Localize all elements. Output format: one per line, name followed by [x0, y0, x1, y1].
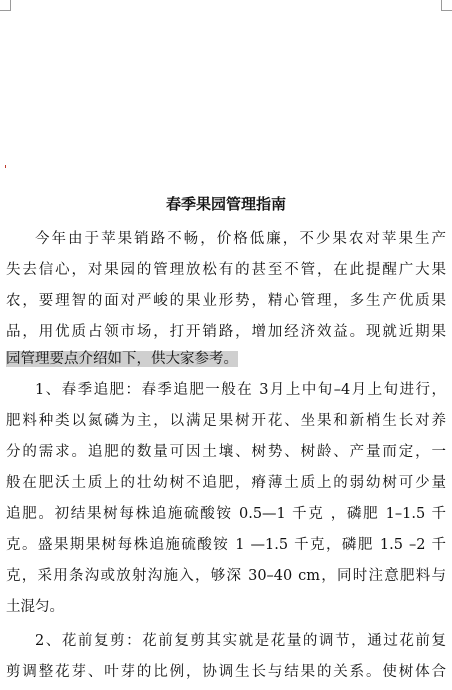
paragraph-line: 般在肥沃土质上的壮幼树不追肥，瘠薄土质上的弱幼树可少量: [6, 475, 446, 491]
paragraph-line: 1、春季追肥：春季追肥一般在 3月上中旬–4月上旬进行，: [35, 382, 446, 398]
paragraph-line: 克。盛果期果树每株追施硫酸铵 1 —1.5 千克，磷肥 1.5 –2 千: [6, 537, 446, 553]
highlighted-text: 园管理要点介绍如下，供大家参考。: [6, 351, 238, 367]
paragraph-line: 克，采用条沟或放射沟施入，够深 30–40 cm，同时注意肥料与: [6, 568, 446, 584]
paragraph-line: 分的需求。追肥的数量可因土壤、树势、树龄、产量而定，一: [6, 444, 446, 460]
paragraph-line: 土混匀。: [6, 599, 64, 615]
paragraph-line: 2、花前复剪：花前复剪其实就是花量的调节，通过花前复: [35, 633, 446, 649]
paragraph-line: 失去信心，对果园的管理放松有的甚至不管，在此提醒广大果: [6, 262, 446, 278]
margin-corner-mark: [0, 0, 11, 11]
document-title: 春季果园管理指南: [165, 195, 286, 213]
paragraph-line: 农，要理智的面对严峻的果业形势，精心管理，多生产优质果: [6, 293, 446, 309]
paragraph-line: [0, 344, 452, 375]
paragraph-line: 肥料种类以氮磷为主，以满足果树开花、坐果和新梢生长对养: [6, 413, 446, 429]
margin-corner-mark: [441, 0, 452, 11]
paragraph-line: 追肥。初结果树每株追施硫酸铵 0.5—1 千克 ，磷肥 1–1.5 千: [6, 506, 446, 522]
margin-mark: [5, 165, 6, 168]
paragraph-line: 品，用优质占领市场，打开销路，增加经济效益。现就近期果: [6, 324, 446, 340]
paragraph-line: 今年由于苹果销路不畅，价格低廉，不少果农对苹果生产: [35, 231, 446, 247]
paragraph-line: 剪调整花芽、叶芽的比例，协调生长与结果的关系。使树体合: [6, 664, 446, 680]
